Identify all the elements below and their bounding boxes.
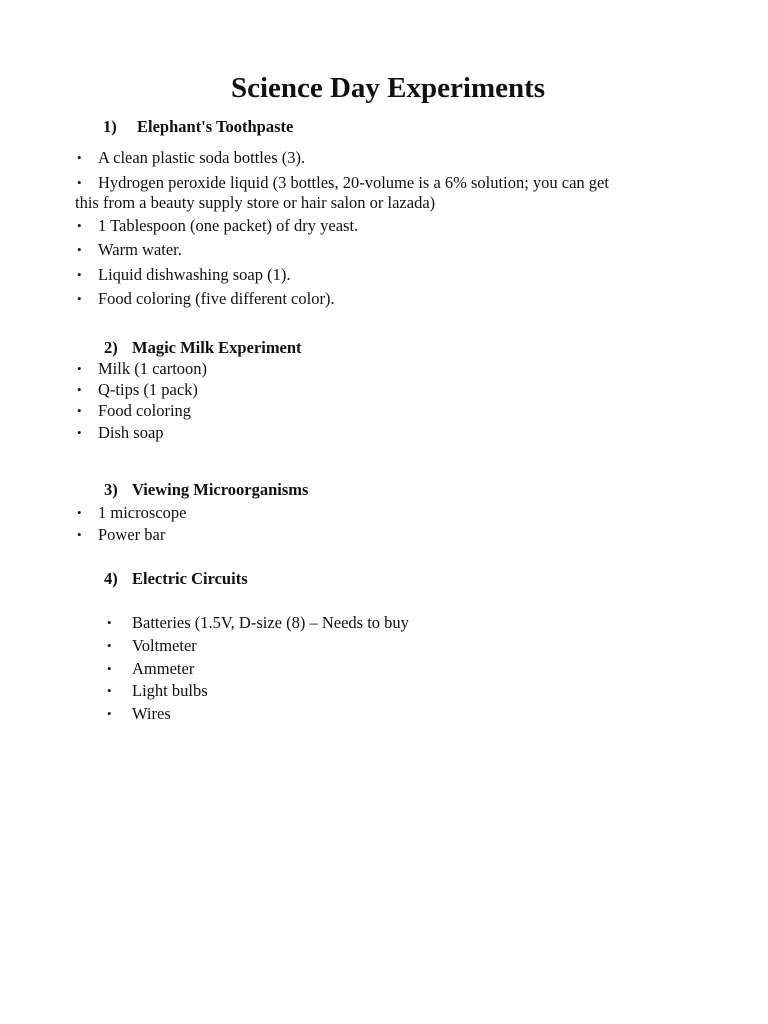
bullet-icon: • (77, 505, 82, 520)
list-item: Dish soap (98, 423, 164, 442)
list-item: Batteries (1.5V, D-size (8) – Needs to buy (132, 613, 409, 632)
section-title: Magic Milk Experiment (132, 338, 302, 357)
bullet-icon: • (77, 267, 82, 282)
list-item: Light bulbs (132, 681, 208, 700)
section-heading-4 (104, 569, 248, 589)
bullet-icon: • (77, 150, 82, 165)
bullet-icon: • (77, 527, 82, 542)
section-heading-2 (104, 338, 302, 358)
section-number: 4) (104, 569, 118, 588)
section-title: Electric Circuits (132, 569, 248, 588)
bullet-icon: • (77, 382, 82, 397)
list-item: 1 Tablespoon (one packet) of dry yeast. (98, 216, 359, 235)
section-title: Viewing Microorganisms (132, 480, 309, 499)
section-title: Elephant's Toothpaste (137, 117, 294, 136)
list-item: Food coloring (five different color). (98, 289, 335, 308)
section-number: 1) (103, 117, 117, 136)
section-number: 3) (104, 480, 118, 499)
bullet-icon: • (107, 706, 112, 721)
bullet-icon: • (77, 218, 82, 233)
bullet-icon: • (77, 403, 82, 418)
list-item: 1 microscope (98, 503, 187, 522)
bullet-icon: • (77, 425, 82, 440)
list-item: Wires (132, 704, 171, 723)
section-heading-1 (103, 117, 294, 137)
document-title: Science Day Experiments (230, 72, 546, 104)
bullet-icon: • (107, 683, 112, 698)
list-item: A clean plastic soda bottles (3). (98, 148, 306, 167)
list-item: Power bar (98, 525, 166, 544)
bullet-icon: • (77, 361, 82, 376)
list-item: Ammeter (132, 659, 195, 678)
list-item: Q-tips (1 pack) (98, 380, 198, 399)
list-item: Warm water. (98, 240, 182, 259)
list-item-continuation: this from a beauty supply store or hair salon or lazada) (75, 193, 436, 212)
list-item: Food coloring (98, 401, 192, 420)
list-item: Liquid dishwashing soap (1). (98, 265, 291, 284)
list-item: Hydrogen peroxide liquid (3 bottles, 20-volume is a 6% solution; you can get (98, 173, 609, 192)
section-heading-3 (104, 480, 309, 500)
list-item: Milk (1 cartoon) (98, 359, 208, 378)
bullet-icon: • (107, 661, 112, 676)
bullet-icon: • (77, 291, 82, 306)
bullet-icon: • (107, 638, 112, 653)
list-item: Voltmeter (132, 636, 197, 655)
section-number: 2) (104, 338, 118, 357)
bullet-icon: • (77, 242, 82, 257)
bullet-icon: • (77, 175, 82, 190)
bullet-icon: • (107, 615, 112, 630)
